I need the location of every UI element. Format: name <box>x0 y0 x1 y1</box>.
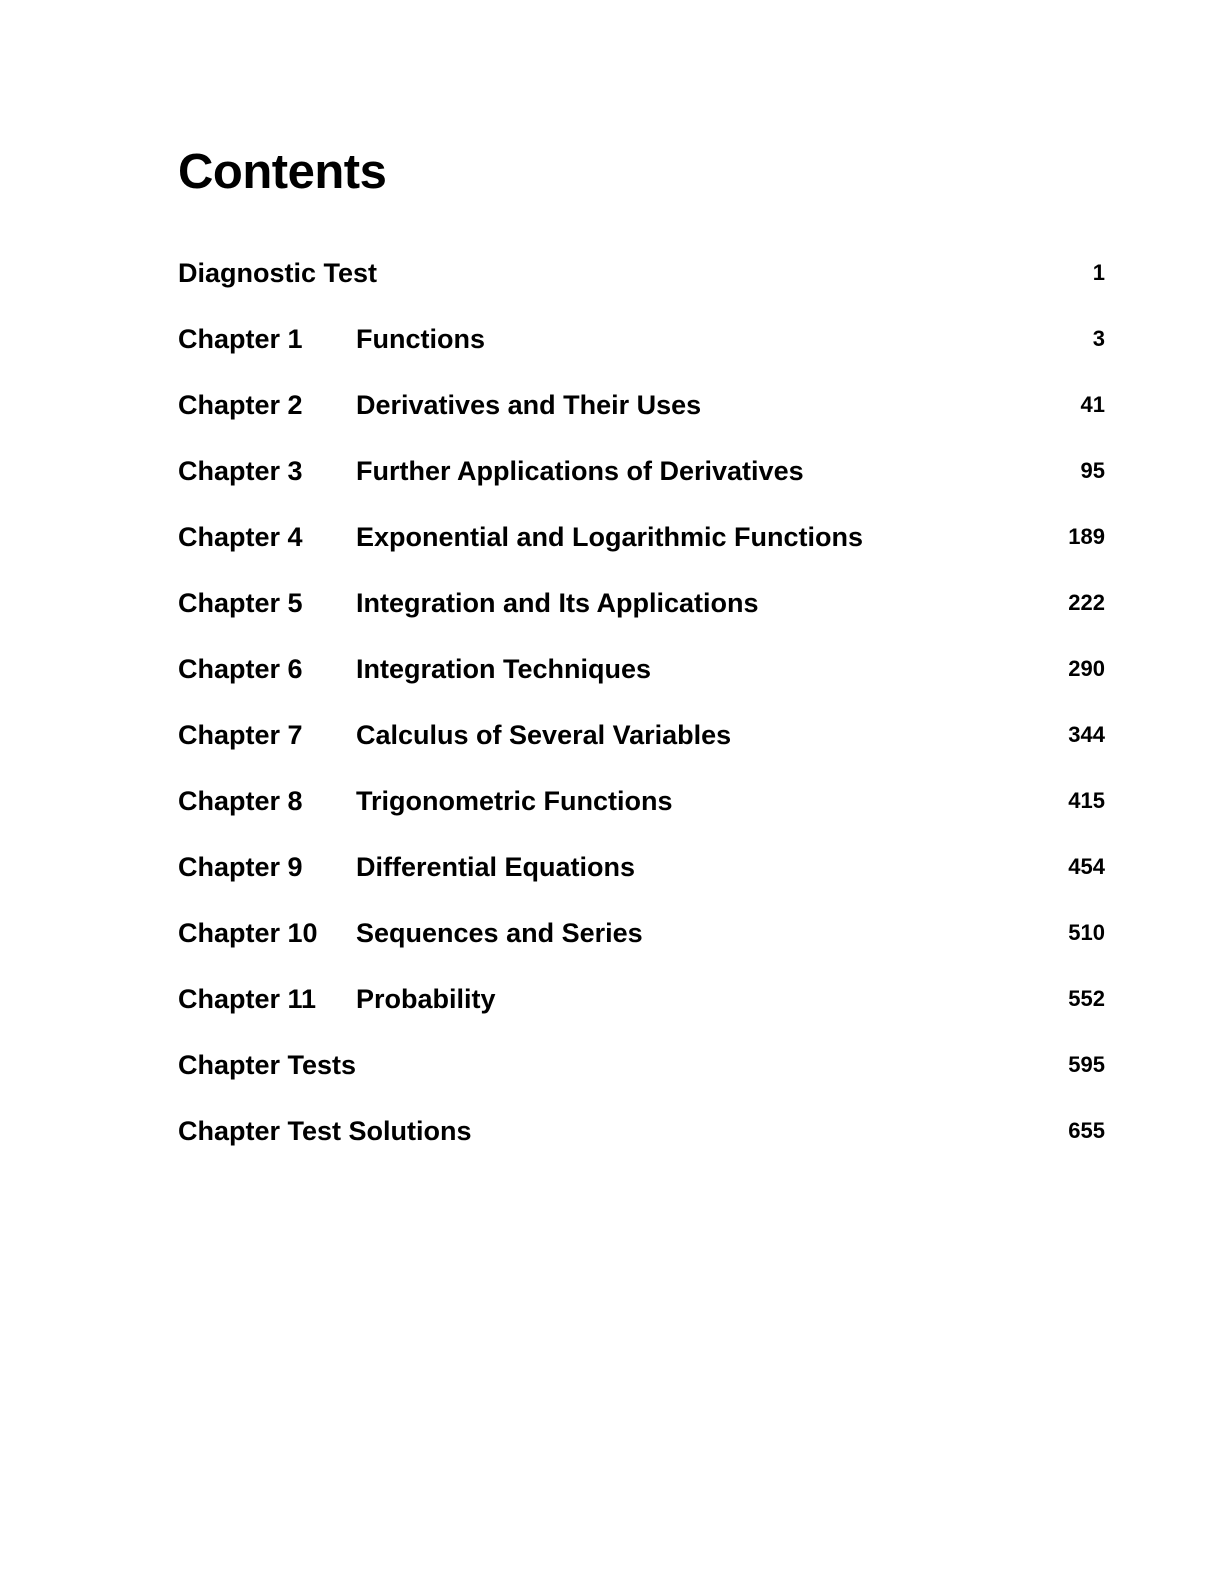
toc-entry-label: Diagnostic Test <box>178 258 378 288</box>
toc-entry-page-number: 552 <box>1068 986 1105 1011</box>
toc-entry-title: Integration Techniques <box>356 654 652 684</box>
toc-entry-title: Integration and Its Applications <box>356 588 759 618</box>
toc-entry-title: Probability <box>356 984 496 1014</box>
toc-entry-title: Functions <box>356 324 485 354</box>
toc-entry-title: Differential Equations <box>356 852 636 882</box>
toc-entry-label: Chapter 4 <box>178 522 303 552</box>
toc-entry-label: Chapter 7 <box>178 720 303 750</box>
toc-entry-title: Exponential and Logarithmic Functions <box>356 522 864 552</box>
toc-entry-chapter-8[interactable] <box>178 768 1105 834</box>
toc-entry-page-number: 454 <box>1068 854 1105 879</box>
toc-entry-label: Chapter 5 <box>178 588 303 618</box>
toc-entry-page-number: 290 <box>1068 656 1105 681</box>
toc-entry-chapter-test-solutions[interactable] <box>178 1098 1105 1164</box>
toc-entry-label: Chapter 10 <box>178 918 318 948</box>
toc-entry-title: Trigonometric Functions <box>356 786 673 816</box>
toc-entry-title: Sequences and Series <box>356 918 643 948</box>
toc-entry-label: Chapter Test Solutions <box>178 1116 472 1146</box>
toc-entry-diagnostic-test[interactable] <box>178 240 1105 306</box>
toc-entry-chapter-7[interactable] <box>178 702 1105 768</box>
toc-entry-page-number: 415 <box>1068 788 1105 813</box>
toc-entry-chapter-4[interactable] <box>178 504 1105 570</box>
toc-entry-page-number: 189 <box>1068 524 1105 549</box>
toc-entry-page-number: 1 <box>1092 260 1105 285</box>
toc-entry-page-number: 41 <box>1080 392 1105 417</box>
page-title: Contents <box>178 145 387 199</box>
toc-entry-page-number: 510 <box>1068 920 1105 945</box>
toc-entry-page-number: 655 <box>1068 1118 1105 1143</box>
toc-entry-chapter-10[interactable] <box>178 900 1105 966</box>
toc-entry-label: Chapter Tests <box>178 1050 357 1080</box>
toc-entry-chapter-9[interactable] <box>178 834 1105 900</box>
toc-entry-page-number: 595 <box>1068 1052 1105 1077</box>
toc-entry-label: Chapter 1 <box>178 324 303 354</box>
table-of-contents <box>178 240 1105 1164</box>
toc-entry-label: Chapter 11 <box>178 984 317 1014</box>
toc-entry-label: Chapter 8 <box>178 786 303 816</box>
toc-entry-title: Derivatives and Their Uses <box>356 390 702 420</box>
toc-entry-label: Chapter 2 <box>178 390 303 420</box>
toc-entry-label: Chapter 9 <box>178 852 303 882</box>
toc-entry-chapter-2[interactable] <box>178 372 1105 438</box>
toc-entry-page-number: 222 <box>1068 590 1105 615</box>
toc-entry-label: Chapter 3 <box>178 456 303 486</box>
toc-entry-chapter-5[interactable] <box>178 570 1105 636</box>
toc-entry-chapter-tests[interactable] <box>178 1032 1105 1098</box>
toc-entry-page-number: 344 <box>1068 722 1105 747</box>
toc-entry-label: Chapter 6 <box>178 654 303 684</box>
toc-entry-chapter-6[interactable] <box>178 636 1105 702</box>
toc-entry-chapter-11[interactable] <box>178 966 1105 1032</box>
toc-entry-chapter-3[interactable] <box>178 438 1105 504</box>
toc-entry-page-number: 95 <box>1080 458 1105 483</box>
toc-entry-title: Calculus of Several Variables <box>356 720 732 750</box>
toc-entry-title: Further Applications of Derivatives <box>356 456 804 486</box>
toc-entry-chapter-1[interactable] <box>178 306 1105 372</box>
toc-entry-page-number: 3 <box>1092 326 1105 351</box>
